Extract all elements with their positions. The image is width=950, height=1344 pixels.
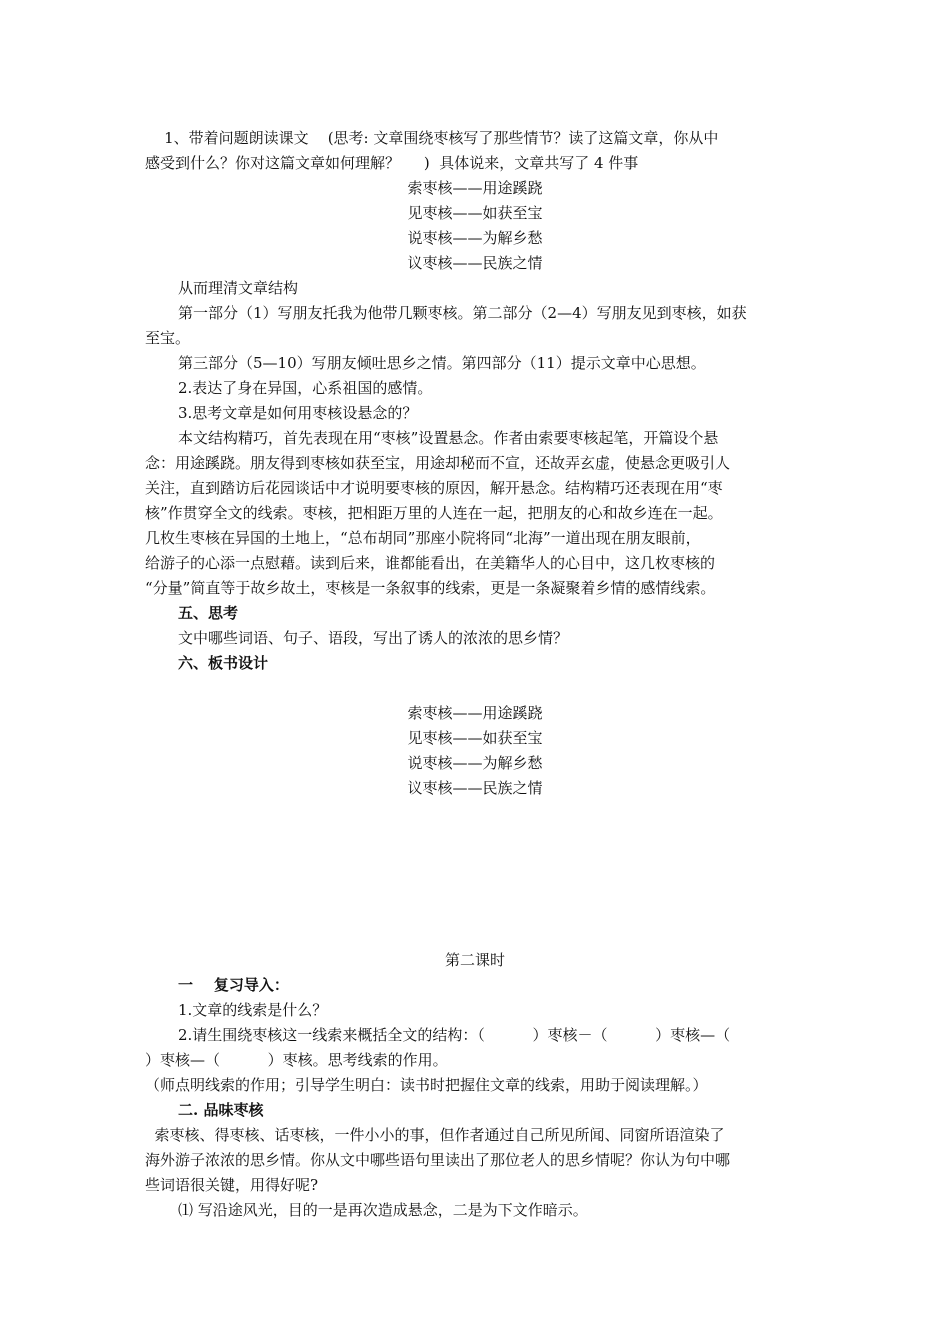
review-question-2-cont: ）枣核—（ ）枣核。思考线索的作用。	[145, 1051, 448, 1069]
structure-line: 第一部分（1）写朋友托我为他带几颗枣核。第二部分（2—4）写朋友见到枣核，如获	[178, 304, 747, 322]
analysis-line: 核”作贯穿全文的线索。枣核，把相距万里的人连在一起，把朋友的心和故乡连在一起。	[145, 504, 723, 522]
board-line: 索枣核——用途蹊跷	[407, 704, 543, 722]
event-line: 说枣核——为解乡愁	[407, 229, 543, 247]
analysis-line: 几枚生枣核在异国的土地上，“总布胡同”那座小院将同“北海”一道出现在朋友眼前，	[145, 529, 701, 547]
teacher-note: （师点明线索的作用；引导学生明白：读书时把握住文章的线索，用助于阅读理解。）	[145, 1076, 708, 1094]
section-6-heading: 六、板书设计	[178, 654, 269, 672]
analysis-line: 关注，直到踏访后花园谈话中才说明要枣核的原因，解开悬念。结构精巧还表现在用“枣	[145, 479, 723, 497]
event-line: 议枣核——民族之情	[407, 254, 543, 272]
structure-line: 第三部分（5—10）写朋友倾吐思乡之情。第四部分（11）提示文章中心思想。	[178, 354, 706, 372]
analysis-line: 念：用途蹊跷。朋友得到枣核如获至宝，用途却秘而不宣，还故弄玄虚，使悬念更吸引人	[145, 454, 731, 472]
lesson-2-title: 第二课时	[444, 951, 505, 969]
intro-line-1: 1、带着问题朗读课文 (思考: 文章围绕枣核写了那些情节？读了这篇文章，你从中	[145, 129, 719, 147]
point-2: 2.表达了身在异国，心系祖国的感情。	[178, 379, 433, 397]
analysis-line: 本文结构精巧，首先表现在用“枣核”设置悬念。作者由索要枣核起笔，开篇设个悬	[178, 429, 719, 447]
board-line: 见枣核——如获至宝	[407, 729, 543, 747]
section-5-text: 文中哪些词语、句子、语段，写出了诱人的浓浓的思乡情？	[178, 629, 569, 647]
analysis-line: 给游子的心添一点慰藉。读到后来，谁都能看出，在美籍华人的心目中，这几枚枣核的	[145, 554, 716, 572]
taste-item-1: ⑴ 写沿途风光，目的一是再次造成悬念，二是为下文作暗示。	[178, 1201, 588, 1219]
point-3: 3.思考文章是如何用枣核设悬念的？	[178, 404, 418, 422]
taste-line: 索枣核、得枣核、话枣核，一件小小的事，但作者通过自己所见所闻、同窗所语渲染了	[145, 1126, 725, 1144]
structure-heading: 从而理清文章结构	[178, 279, 299, 297]
taste-heading: 二. 品味枣核	[178, 1101, 264, 1119]
board-line: 说枣核——为解乡愁	[407, 754, 543, 772]
review-heading: 一 复习导入：	[178, 976, 289, 994]
structure-line: 至宝。	[145, 329, 191, 347]
analysis-line: “分量”简直等于故乡故土，枣核是一条叙事的线索，更是一条凝聚着乡情的感情线索。	[145, 579, 716, 597]
board-line: 议枣核——民族之情	[407, 779, 543, 797]
review-question-2: 2.请生围绕枣核这一线索来概括全文的结构：（ ）枣核－（ ）枣核—（	[178, 1026, 731, 1044]
event-line: 索枣核——用途蹊跷	[407, 179, 543, 197]
taste-line: 海外游子浓浓的思乡情。你从文中哪些语句里读出了那位老人的思乡情呢？你认为句中哪	[145, 1151, 731, 1169]
section-5-heading: 五、思考	[178, 604, 239, 622]
intro-line-2: 感受到什么？你对这篇文章如何理解？ ) 具体说来，文章共写了 4 件事	[145, 154, 639, 172]
taste-line: 些词语很关键，用得好呢?	[145, 1176, 319, 1194]
review-question-1: 1.文章的线索是什么？	[178, 1001, 328, 1019]
event-line: 见枣核——如获至宝	[407, 204, 543, 222]
